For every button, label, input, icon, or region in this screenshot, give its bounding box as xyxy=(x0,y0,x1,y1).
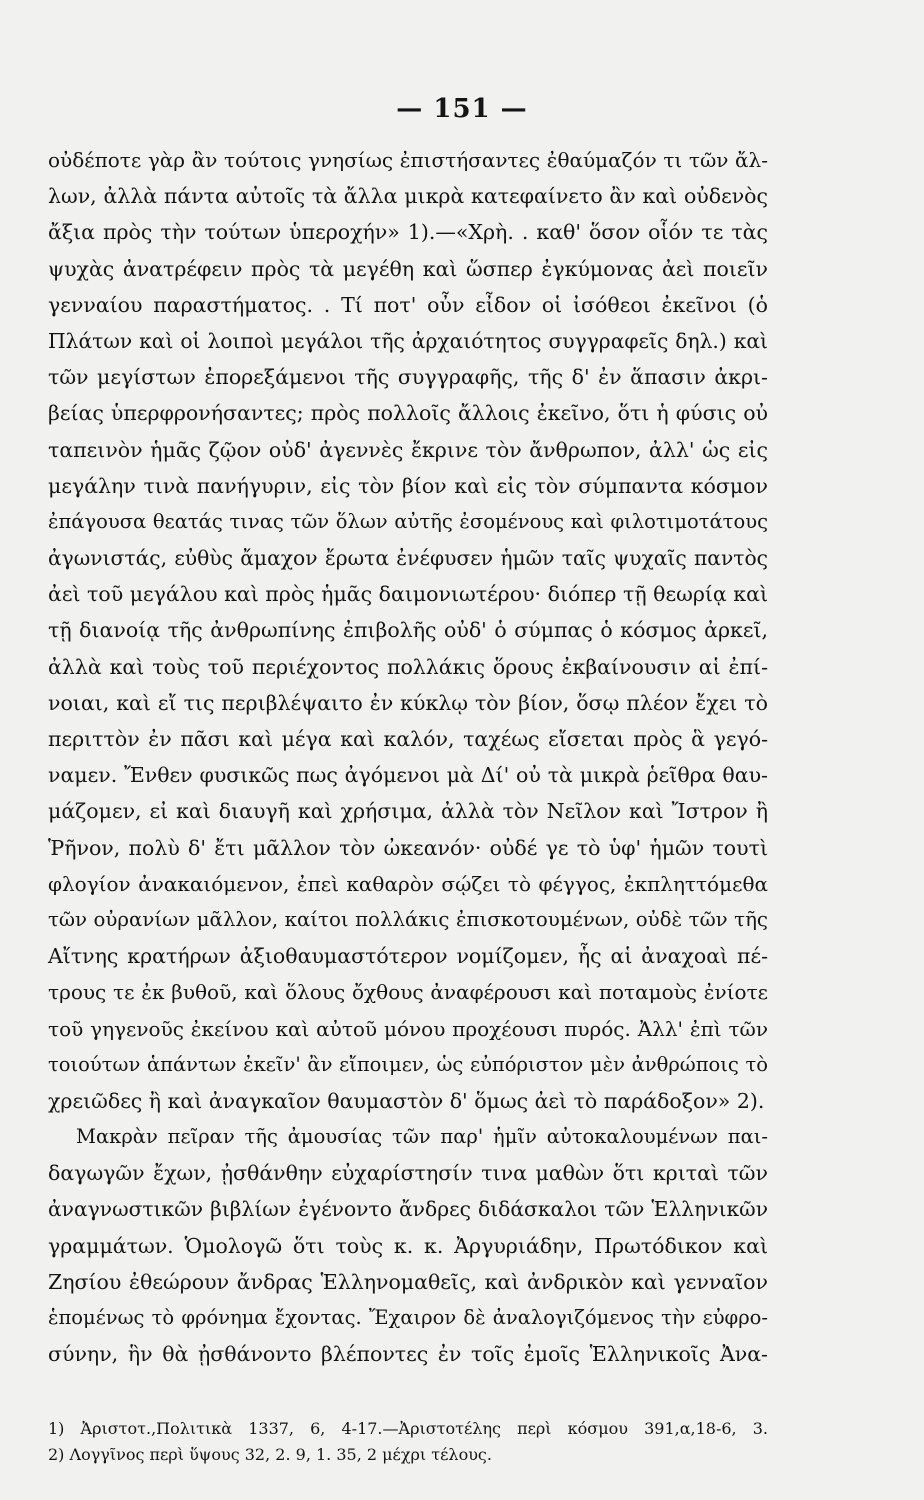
text-line: ἀναγνωστικῶν βιβλίων ἐγένοντο ἄνδρες διδάσκαλοι τῶν Ἑλληνικῶν xyxy=(48,1197,768,1222)
text-line: ναμεν. Ἔνθεν φυσικῶς πως ἀγόμενοι μὰ Δί' οὐ τὰ μικρὰ ῥεῖθρα θαυ- xyxy=(48,763,768,788)
text-line: περιττὸν ἐν πᾶσι καὶ μέγα καὶ καλόν, ταχέως εἴσεται πρὸς ἃ γεγό- xyxy=(48,727,768,751)
text-line: μάζομεν, εἰ καὶ διαυγῆ καὶ χρήσιμα, ἀλλὰ τὸν Νεῖλον καὶ Ἴστρον ἢ xyxy=(48,799,768,824)
text-line: ἐπάγουσα θεατάς τινας τῶν ὅλων αὐτῆς ἐσομένους καὶ φιλοτιμοτάτους xyxy=(48,509,768,533)
text-line: φλογίον ἀνακαιόμενον, ἐπεὶ καθαρὸν σῴζει τὸ φέγγος, ἐκπληττόμεθα xyxy=(48,871,768,896)
text-line: τῶν μεγίστων ἐπορεξάμενοι τῆς συγγραφῆς, τῆς δ' ἐν ἅπασιν ἀκρι- xyxy=(48,365,768,390)
text-line: τρους τε ἐκ βυθοῦ, καὶ ὅλους ὄχθους ἀναφέρουσι καὶ ποταμοὺς ἐνίοτε xyxy=(48,980,768,1005)
text-line: Ζησίου ἐθεώρουν ἄνδρας Ἑλληνομαθεῖς, καὶ ἀνδρικὸν καὶ γενναῖον xyxy=(48,1269,768,1294)
text-line: σύνην, ἣν θὰ ᾐσθάνοντο βλέποντες ἐν τοῖς ἐμοῖς Ἑλληνικοῖς Ἀνα- xyxy=(48,1342,768,1367)
text-line: ταπεινὸν ἡμᾶς ζῷον οὐδ' ἀγεννὲς ἔκρινε τὸν ἄνθρωπον, ἀλλ' ὡς εἰς xyxy=(48,437,768,462)
text-line: γραμμάτων. Ὁμολογῶ ὅτι τοὺς κ. κ. Ἀργυριάδην, Πρωτόδικον καὶ xyxy=(48,1233,768,1258)
text-line: Πλάτων καὶ οἱ λοιποὶ μεγάλοι τῆς ἀρχαιότητος συγγραφεῖς δηλ.) καὶ xyxy=(48,328,768,353)
text-line: Μακρὰν πεῖραν τῆς ἀμουσίας τῶν παρ' ἡμῖν αὐτοκαλουμένων παι- xyxy=(76,1125,768,1149)
text-line: τῇ διανοίᾳ τῆς ἀνθρωπίνης ἐπιβολῆς οὐδ' ὁ σύμπας ὁ κόσμος ἀρκεῖ, xyxy=(48,618,768,643)
text-line: γενναίου παραστήματος. . Τί ποτ' οὖν εἶδον οἱ ἰσόθεοι ἐκεῖνοι (ὁ xyxy=(48,292,768,317)
text-line: ἑπομένως τὸ φρόνημα ἔχοντας. Ἔχαιρον δὲ ἀναλογιζόμενος τὴν εὐφρο- xyxy=(48,1306,768,1329)
footnotes xyxy=(48,1416,768,1468)
text-line: ἀγωνιστάς, εὐθὺς ἄμαχον ἔρωτα ἐνέφυσεν ἡμῶν ταῖς ψυχαῖς παντὸς xyxy=(48,546,768,571)
footnote: 1) Ἀριστοτ.,Πολιτικὰ 1337, 6, 4-17.—Ἀριστοτέλης περὶ κόσμου 391,α,18-6, 3. xyxy=(48,1419,768,1438)
text-line: οὐδέποτε γὰρ ἂν τούτοις γνησίως ἐπιστήσαντες ἐθαύμαζόν τι τῶν ἄλ- xyxy=(48,148,768,172)
text-line: χρειῶδες ἢ καὶ ἀναγκαῖον θαυμαστὸν δ' ὅμως ἀεὶ τὸ παράδοξον» 2). xyxy=(48,1088,765,1113)
text-line: ἄξια πρὸς τὴν τούτων ὑπεροχήν» 1).—«Χρὴ. . καθ' ὅσον οἷόν τε τὰς xyxy=(48,220,768,245)
footnote: 2) Λογγῖνος περὶ ὕψους 32, 2. 9, 1. 35, 2 μέχρι τέλους. xyxy=(48,1445,492,1464)
text-line: λων, ἀλλὰ πάντα αὐτοῖς τὰ ἄλλα μικρὰ κατεφαίνετο ἂν καὶ οὐδενὸς xyxy=(48,184,768,209)
text-line: μεγάλην τινὰ πανήγυριν, εἰς τὸν βίον καὶ εἰς τὸν σύμπαντα κόσμον xyxy=(48,473,768,498)
text-line: τῶν οὐρανίων μᾶλλον, καίτοι πολλάκις ἐπισκοτουμένων, οὐδὲ τῶν τῆς xyxy=(48,907,768,931)
text-line: Ῥῆνον, πολὺ δ' ἔτι μᾶλλον τὸν ὠκεανόν· οὐδέ γε τὸ ὑφ' ἡμῶν τουτὶ xyxy=(48,835,768,860)
page-number: — 151 — xyxy=(396,94,528,124)
text-line: δαγωγῶν ἔχων, ᾐσθάνθην εὐχαρίστησίν τινα μαθὼν ὅτι κριταὶ τῶν xyxy=(48,1161,768,1186)
text-line: ψυχὰς ἀνατρέφειν πρὸς τὰ μεγέθη καὶ ὥσπερ ἐγκύμονας ἀεὶ ποιεῖν xyxy=(48,256,768,281)
text-line: τοῦ γηγενοῦς ἐκείνου καὶ αὐτοῦ μόνου προχέουσι πυρός. Ἀλλ' ἐπὶ τῶν xyxy=(48,1016,768,1041)
text-line: Αἴτνης κρατήρων ἀξιοθαυμαστότερον νομίζομεν, ἧς αἱ ἀναχοαὶ πέ- xyxy=(48,944,768,969)
body-text xyxy=(48,142,768,1372)
text-line: ἀλλὰ καὶ τοὺς τοῦ περιέχοντος πολλάκις ὅρους ἐκβαίνουσιν αἱ ἐπί- xyxy=(48,654,768,679)
text-line: νοιαι, καὶ εἴ τις περιβλέψαιτο ἐν κύκλῳ τὸν βίον, ὅσῳ πλέον ἔχει τὸ xyxy=(48,690,768,715)
text-line: τοιούτων ἁπάντων ἐκεῖν' ἂν εἴποιμεν, ὡς εὐπόριστον μὲν ἀνθρώποις τὸ xyxy=(48,1052,768,1076)
text-line: ἀεὶ τοῦ μεγάλου καὶ πρὸς ἡμᾶς δαιμονιωτέρου· διόπερ τῇ θεωρίᾳ καὶ xyxy=(48,582,768,607)
text-line: βείας ὑπερφρονήσαντες; πρὸς πολλοῖς ἄλλοις ἐκεῖνο, ὅτι ἡ φύσις οὐ xyxy=(48,401,768,426)
